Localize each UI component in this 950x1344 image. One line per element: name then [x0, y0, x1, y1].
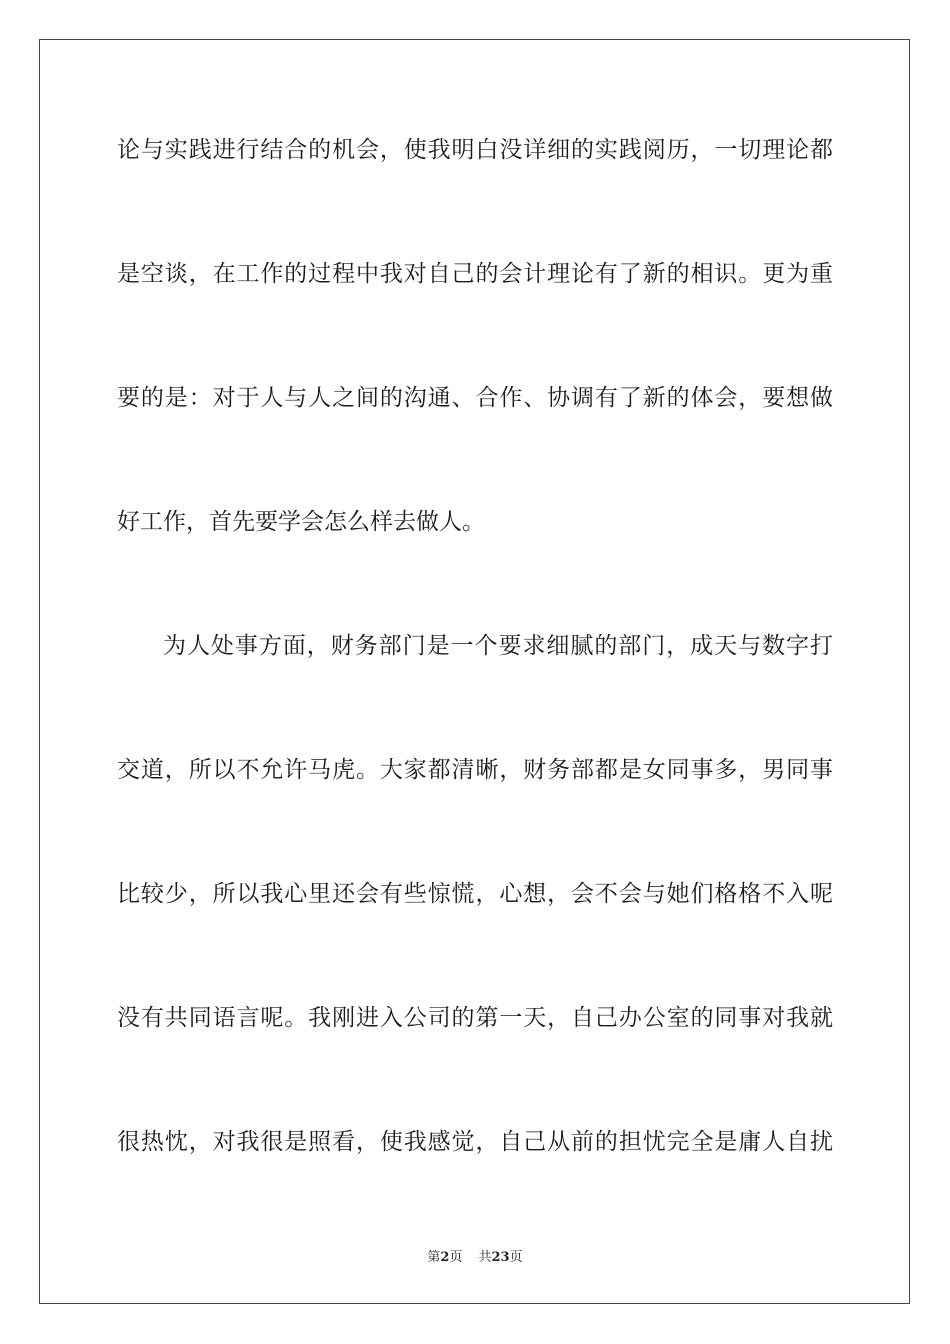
- text-line: 好工作，首先要学会怎么样去做人。: [117, 509, 485, 535]
- total-pages: 23: [491, 1250, 510, 1265]
- page-suffix: 页: [449, 1250, 463, 1265]
- text-line: 要的是：对于人与人之间的沟通、合作、协调有了新的体会，要想做: [117, 385, 833, 411]
- paragraph-first-line: 为人处事方面，财务部门是一个要求细腻的部门，成天与数字打: [163, 633, 833, 659]
- text-line: 是空谈，在工作的过程中我对自己的会计理论有了新的相识。更为重: [117, 261, 833, 287]
- text-line: 很热忱，对我很是照看，使我感觉，自己从前的担忧完全是庸人自扰: [117, 1129, 833, 1155]
- text-line: 没有共同语言呢。我刚进入公司的第一天，自己办公室的同事对我就: [117, 1005, 833, 1031]
- total-suffix: 页: [509, 1250, 523, 1265]
- total-prefix: 共: [478, 1250, 492, 1265]
- page-prefix: 第: [427, 1250, 441, 1265]
- page-number: 2: [440, 1250, 450, 1265]
- text-line: 交道，所以不允许马虎。大家都清晰，财务部都是女同事多，男同事: [117, 757, 833, 783]
- page-border: [39, 39, 910, 1304]
- page-footer: [0, 1246, 950, 1265]
- text-line: 论与实践进行结合的机会，使我明白没详细的实践阅历，一切理论都: [117, 137, 833, 163]
- text-line: 比较少，所以我心里还会有些惊慌，心想，会不会与她们格格不入呢: [117, 881, 833, 907]
